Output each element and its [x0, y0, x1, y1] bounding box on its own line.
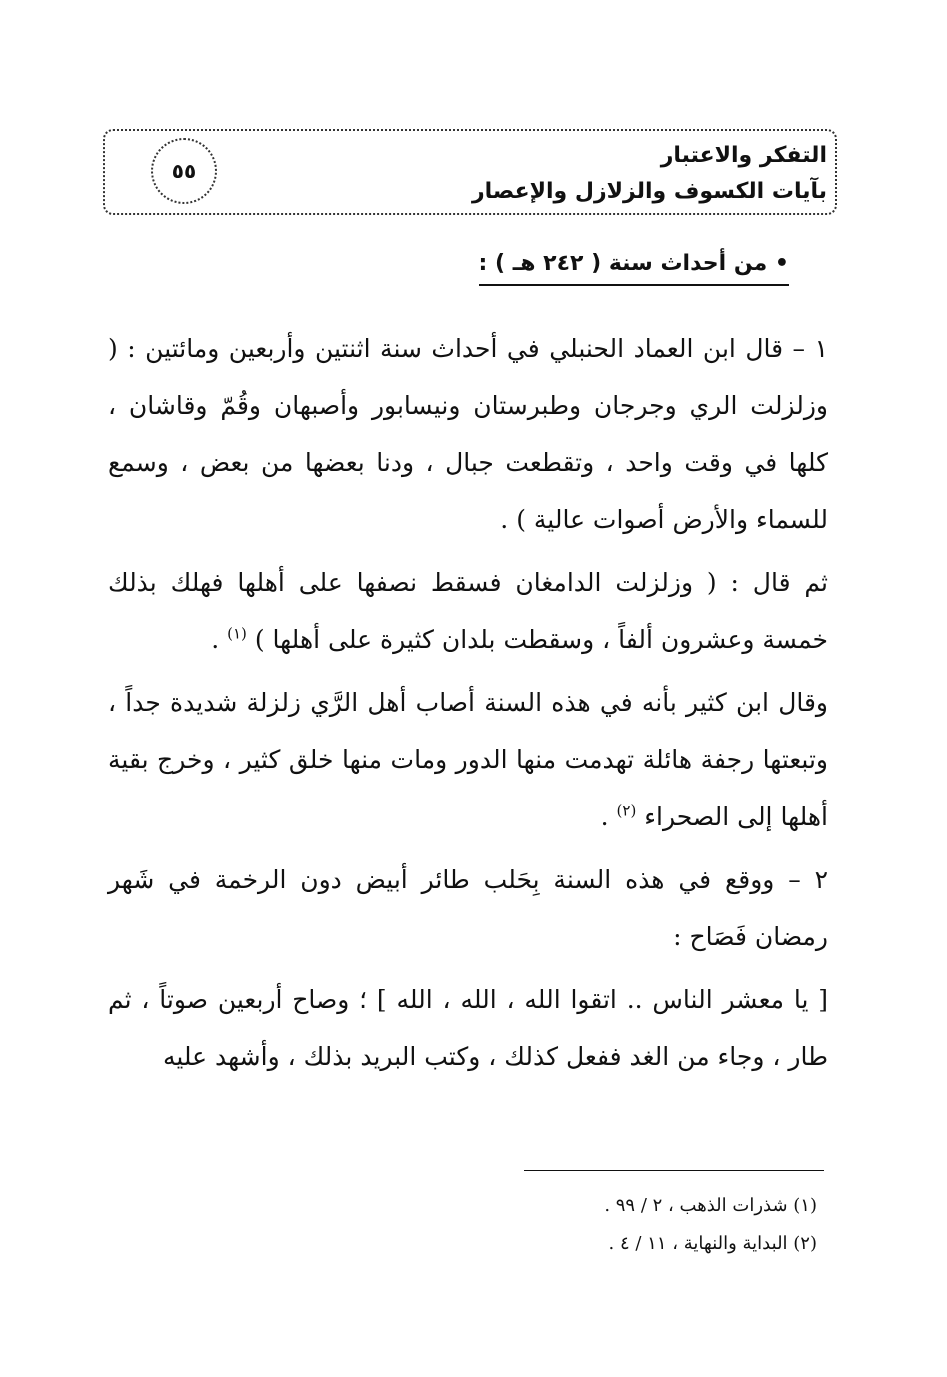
- footnotes: [604, 1187, 817, 1263]
- page-number: ٥٥: [151, 138, 217, 204]
- footnote-ref-1: (١): [227, 624, 247, 643]
- paragraph-3-text: وقال ابن كثير بأنه في هذه السنة أصاب أهل الرَّي زلزلة شديدة جداً ، وتبعتها رجفة هائلة تهدمت منها الدور ومات منها خلق كثير ، وخرج بقية أهلها إلى الصحراء: [108, 688, 828, 831]
- section-heading: • من أحداث سنة ( ٢٤٢ هـ ) :: [479, 248, 789, 286]
- paragraph-3-dot: .: [600, 802, 609, 831]
- paragraph-2-text: ثم قال : ( وزلزلت الدامغان فسقط نصفها على أهلها فهلك بذلك خمسة وعشرون ألفاً ، وسقطت بلدان كثيرة على أهلها ): [108, 568, 828, 654]
- paragraph-5: [ يا معشر الناس .. اتقوا الله ، الله ، الله ] ؛ وصاح أربعين صوتاً ، ثم طار ، وجاء من الغد ففعل كذلك ، وكتب البريد بذلك ، وأشهد عليه: [108, 985, 828, 1071]
- header-title: التفكر والاعتبار: [660, 143, 827, 168]
- paragraph-1: ١ – قال ابن العماد الحنبلي في أحداث سنة اثنتين وأربعين ومائتين : ( وزلزلت الري وجرجان وطبرستان ونيسابور وأصبهان وقُمّ وقاشان ، كلها في وقت واحد ، وتقطعت جبال ، ودنا بعضها من بعض ، وسمع للسماء والأرض أصوات عالية ) .: [108, 334, 829, 534]
- paragraph-2: [108, 554, 828, 668]
- paragraph-3: [108, 674, 828, 845]
- body-text: [108, 320, 828, 1091]
- footnote-ref-2: (٢): [616, 801, 637, 820]
- header-subtitle: بآيات الكسوف والزلازل والإعصار: [472, 179, 827, 204]
- footnote-divider: [524, 1170, 824, 1171]
- footnote-2: (٢) البداية والنهاية ، ١١ / ٤ .: [608, 1233, 817, 1254]
- paragraph-4: ٢ – ووقع في هذه السنة بِحَلب طائر أبيض دون الرخمة في شَهر رمضان فَصَاح :: [108, 865, 828, 951]
- footnote-1: (١) شذرات الذهب ، ٢ / ٩٩ .: [604, 1195, 817, 1216]
- paragraph-2-dot: .: [211, 625, 220, 654]
